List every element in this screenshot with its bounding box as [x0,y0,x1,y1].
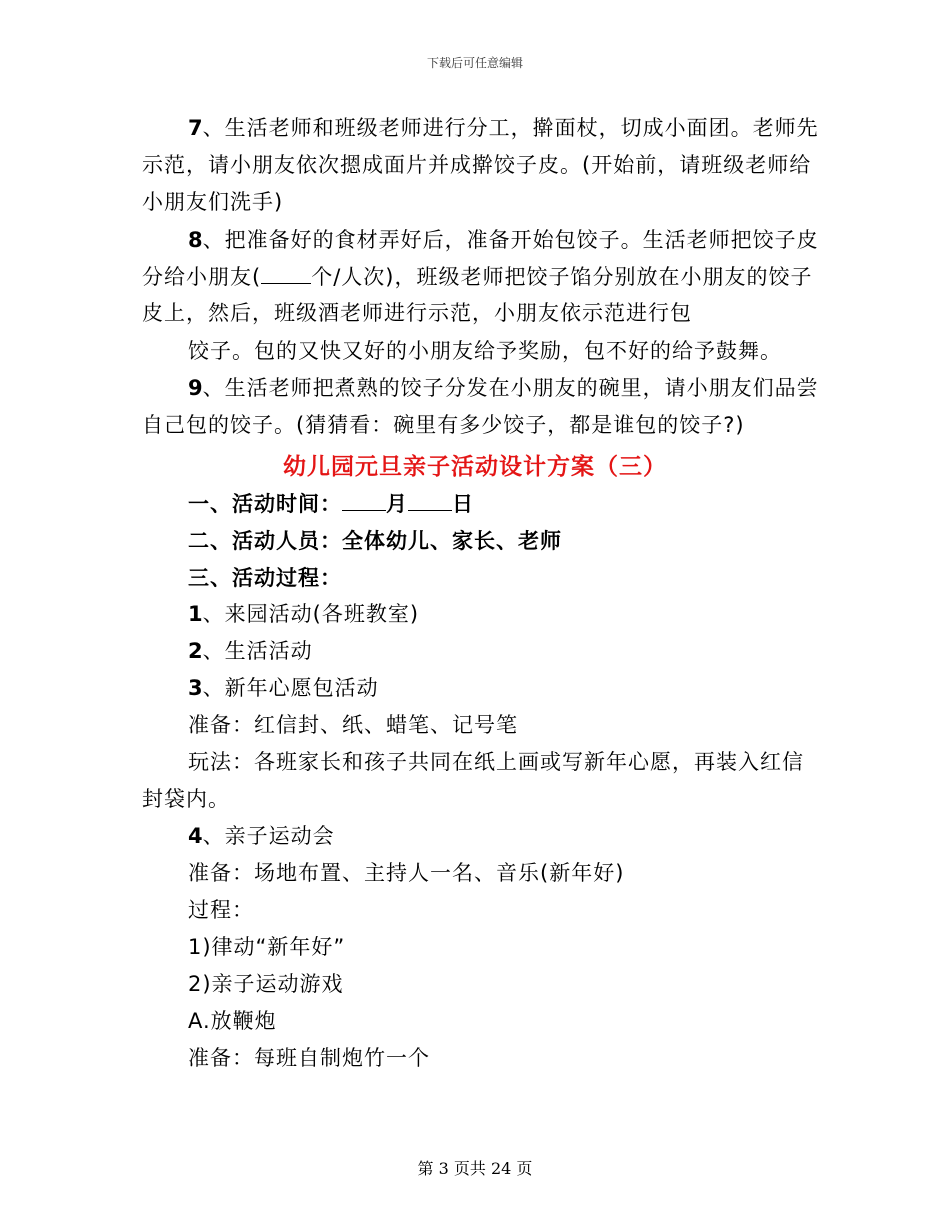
game-a: A.放鞭炮 [188,1009,277,1033]
paragraph-text: 、生活老师和班级老师进行分工，擀面杖，切成小面团。老师先 [202,116,819,140]
step-text: 、新年心愿包活动 [202,676,379,700]
activity-time [188,489,474,519]
paragraph-text: 、把准备好的食材弄好后，准备开始包饺子。生活老师把饺子皮 [202,228,819,252]
step-3-rules-line-2: 封袋内。 [142,787,230,811]
paragraph-9-line-1 [188,373,819,403]
month-label: 月 [386,492,408,516]
step-number: 2 [188,639,203,663]
step-text: 、来园活动(各班教室) [202,602,420,626]
sub-item-1: 1)律动“新年好” [188,935,346,959]
step-4-preparation: 准备：场地布置、主持人一名、音乐(新年好) [188,861,625,885]
step-2 [188,636,313,666]
activity-process-heading: 三、活动过程： [188,566,342,590]
paragraph-8-line-2 [142,262,812,292]
item-number: 9 [188,376,203,400]
fill-blank [261,263,311,284]
game-a-preparation: 准备：每班自制炮竹一个 [188,1046,430,1070]
day-blank [408,490,452,511]
step-text: 、生活活动 [202,639,313,663]
month-blank [342,490,386,511]
paragraph-7-line-3: 小朋友们洗手) [142,190,284,214]
paragraph-8-line-4: 饺子。包的又快又好的小朋友给予奖励，包不好的给予鼓舞。 [188,339,782,363]
step-4-process-label: 过程： [188,898,254,922]
paragraph-7-line-2: 示范，请小朋友依次摁成面片并成擀饺子皮。(开始前，请班级老师给 [142,153,812,177]
paragraph-text: 个/人次)，班级老师把饺子馅分别放在小朋友的饺子 [311,265,813,289]
item-number: 7 [188,116,203,140]
section-title: 幼儿园元旦亲子活动设计方案（三） [283,454,667,480]
paragraph-9-line-2: 自己包的饺子。(猜猜看：碗里有多少饺子，都是谁包的饺子?) [142,413,745,437]
step-number: 1 [188,602,203,626]
page-footer: 第 3 页共 24 页 [417,1159,533,1178]
activity-time-label: 一、活动时间： [188,492,342,516]
paragraph-8-line-3: 皮上，然后，班级酒老师进行示范，小朋友依示范进行包 [142,301,692,325]
step-text: 、亲子运动会 [202,824,335,848]
step-3 [188,673,379,703]
step-number: 4 [188,824,203,848]
item-number: 8 [188,228,203,252]
step-1 [188,599,419,629]
step-3-rules-line-1: 玩法：各班家长和孩子共同在纸上画或写新年心愿，再装入红信 [188,750,804,774]
step-number: 3 [188,676,203,700]
activity-people: 二、活动人员：全体幼儿、家长、老师 [188,529,562,553]
sub-item-2: 2)亲子运动游戏 [188,972,344,996]
step-4 [188,821,335,851]
step-3-preparation: 准备：红信封、纸、蜡笔、记号笔 [188,713,518,737]
paragraph-7-line-1 [188,113,819,143]
paragraph-text: 、生活老师把煮熟的饺子分发在小朋友的碗里，请小朋友们品尝 [202,376,819,400]
paragraph-8-line-1 [188,225,819,255]
day-label: 日 [452,492,474,516]
page-header: 下载后可任意编辑 [426,56,523,70]
paragraph-text: 分给小朋友( [142,265,262,289]
